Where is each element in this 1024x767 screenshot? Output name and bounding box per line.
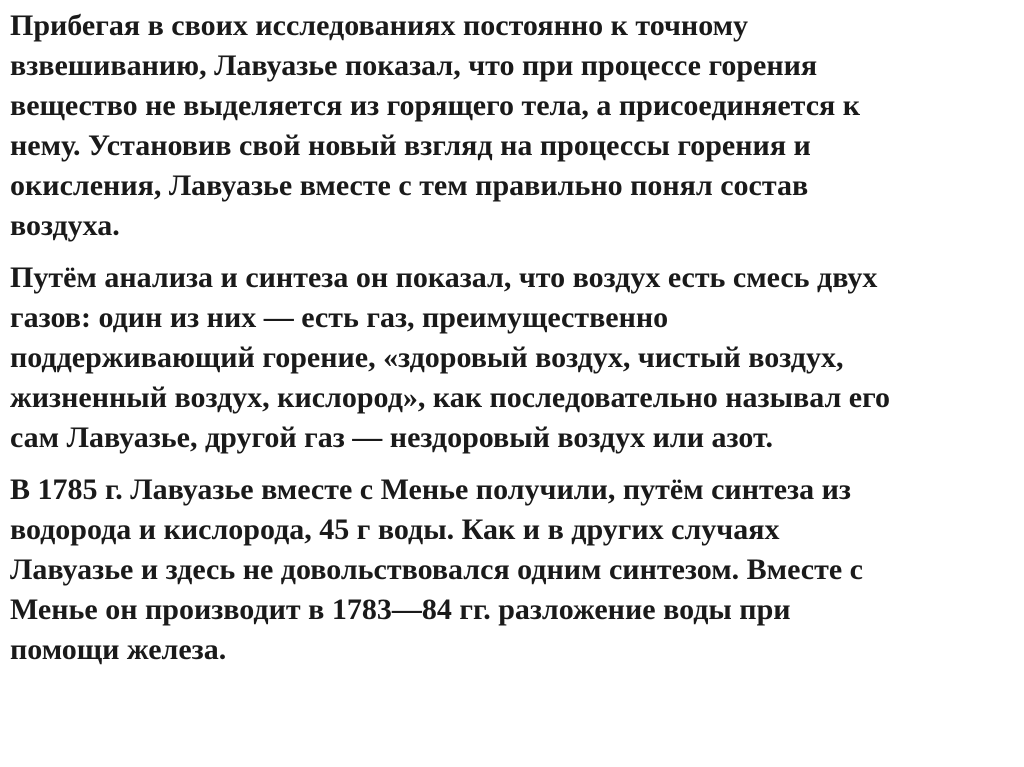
text-line: нему. Установив свой новый взгляд на процессы горения и xyxy=(10,129,811,162)
text-line: вещество не выделяется из горящего тела, а присоединяется к xyxy=(10,89,861,122)
text-line: окисления, Лавуазье вместе с тем правильно понял состав xyxy=(10,169,809,202)
text-line: Лавуазье и здесь не довольствовался одним синтезом. Вместе с xyxy=(10,553,863,586)
text-line: помощи железа. xyxy=(10,633,227,666)
text-line: Менье он производит в 1783—84 гг. разложение воды при xyxy=(10,593,791,626)
paragraph-2 xyxy=(10,258,1014,458)
text-line: Прибегая в своих исследованиях постоянно к точному xyxy=(10,9,749,42)
text-line: Путём анализа и синтеза он показал, что воздух есть смесь двух xyxy=(10,261,878,294)
text-line: В 1785 г. Лавуазье вместе с Менье получили, путём синтеза из xyxy=(10,473,851,506)
text-line: взвешиванию, Лавуазье показал, что при процессе горения xyxy=(10,49,818,82)
paragraph-3 xyxy=(10,470,1014,670)
text-line: поддерживающий горение, «здоровый воздух, чистый воздух, xyxy=(10,341,844,374)
text-line: газов: один из них — есть газ, преимущественно xyxy=(10,301,669,334)
paragraph-1 xyxy=(10,6,1014,246)
text-line: жизненный воздух, кислород», как последовательно называл его xyxy=(10,381,890,414)
text-line: водорода и кислорода, 45 г воды. Как и в других случаях xyxy=(10,513,780,546)
text-line: сам Лавуазье, другой газ — нездоровый воздух или азот. xyxy=(10,421,773,454)
text-line: воздуха. xyxy=(10,209,120,242)
